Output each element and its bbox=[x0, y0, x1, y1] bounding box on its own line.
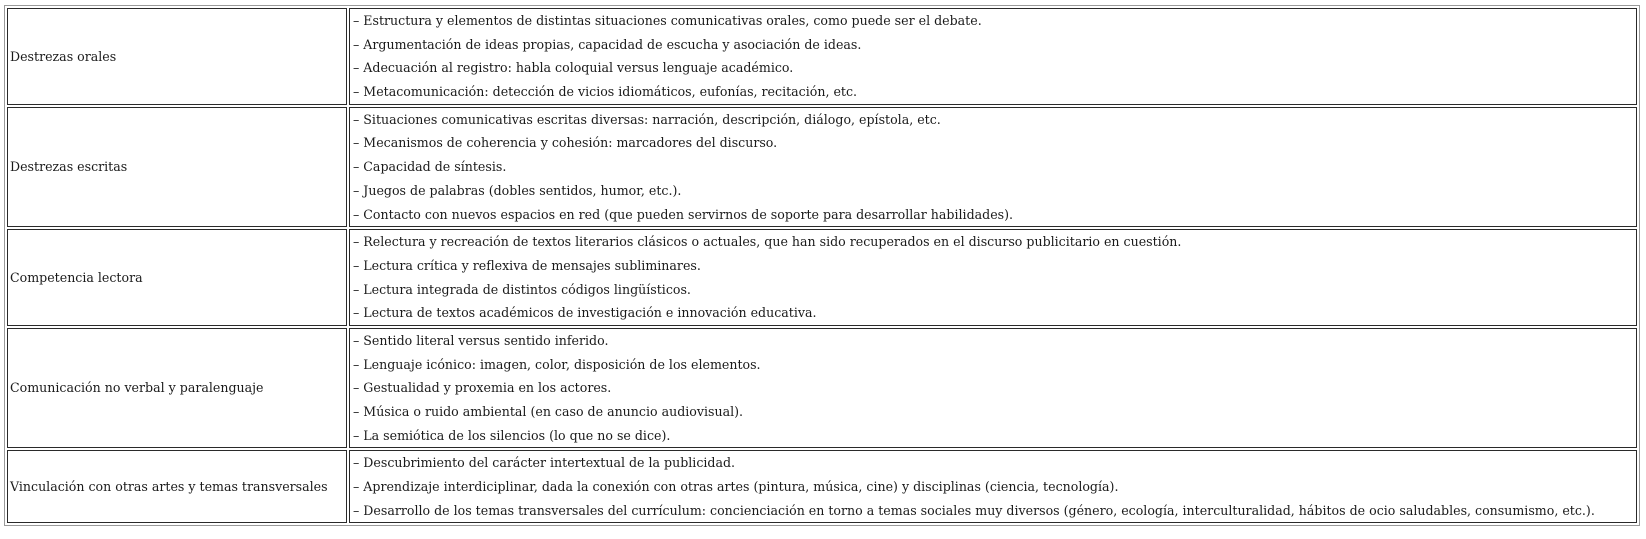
list-item: – Lectura de textos académicos de investigación e innovación educativa. bbox=[353, 305, 817, 321]
category-cell: Destrezas escritas bbox=[7, 107, 347, 227]
table-row bbox=[7, 8, 1637, 105]
list-item: – Estructura y elementos de distintas situaciones comunicativas orales, como puede ser el debate. bbox=[353, 13, 982, 28]
list-item: – Sentido literal versus sentido inferido. bbox=[353, 332, 609, 348]
competencies-table bbox=[4, 5, 1640, 526]
items-cell bbox=[349, 450, 1637, 523]
list-item: – Argumentación de ideas propias, capacidad de escucha y asociación de ideas. bbox=[353, 36, 862, 52]
list-item: – Aprendizaje interdiciplinar, dada la conexión con otras artes (pintura, música, cine) y disciplinas (ciencia, tecnología). bbox=[353, 479, 1119, 495]
list-item: – La semiótica de los silencios (lo que no se dice). bbox=[353, 427, 671, 443]
list-item: – Descubrimiento del carácter intertextual de la publicidad. bbox=[353, 455, 736, 471]
list-item: – Metacomunicación: detección de vicios idiomáticos, eufonías, recitación, etc. bbox=[353, 84, 858, 100]
list-item: – Situaciones comunicativas escritas diversas: narración, descripción, diálogo, epístola, etc. bbox=[353, 111, 941, 127]
list-item: – Música o ruido ambiental (en caso de anuncio audiovisual). bbox=[353, 404, 744, 419]
list-item: – Relectura y recreación de textos literarios clásicos o actuales, que han sido recuperados en el discurso publicitario en cuestión. bbox=[353, 234, 1182, 250]
list-item: – Desarrollo de los temas transversales del currículum: concienciación en torno a temas sociales muy diversos (género, ecología, interculturalidad, hábitos de ocio saludables, consumismo, etc.). bbox=[353, 502, 1595, 518]
category-cell: Destrezas orales bbox=[7, 8, 347, 105]
list-item: – Lenguaje icónico: imagen, color, disposición de los elementos. bbox=[353, 356, 761, 372]
list-item: – Mecanismos de coherencia y cohesión: marcadores del discurso. bbox=[353, 135, 778, 151]
items-cell bbox=[349, 107, 1637, 227]
table-body bbox=[7, 8, 1637, 523]
list-item: – Contacto con nuevos espacios en red (que pueden servirnos de soporte para desarrollar habilidades). bbox=[353, 206, 1014, 222]
table-row bbox=[7, 107, 1637, 227]
list-item: – Capacidad de síntesis. bbox=[353, 159, 507, 175]
table-row bbox=[7, 229, 1637, 326]
list-item: – Juegos de palabras (dobles sentidos, humor, etc.). bbox=[353, 182, 682, 198]
list-item: – Lectura integrada de distintos códigos lingüísticos. bbox=[353, 281, 691, 297]
category-cell: Comunicación no verbal y paralenguaje bbox=[7, 328, 347, 448]
category-cell: Competencia lectora bbox=[7, 229, 347, 326]
items-cell bbox=[349, 8, 1637, 105]
list-item: – Adecuación al registro: habla coloquial versus lenguaje académico. bbox=[353, 60, 794, 76]
table-row bbox=[7, 328, 1637, 448]
items-cell bbox=[349, 328, 1637, 448]
category-cell: Vinculación con otras artes y temas transversales bbox=[7, 450, 347, 523]
list-item: – Lectura crítica y reflexiva de mensajes subliminares. bbox=[353, 257, 701, 273]
items-cell bbox=[349, 229, 1637, 326]
list-item: – Gestualidad y proxemia en los actores. bbox=[353, 380, 612, 396]
table-row bbox=[7, 450, 1637, 523]
